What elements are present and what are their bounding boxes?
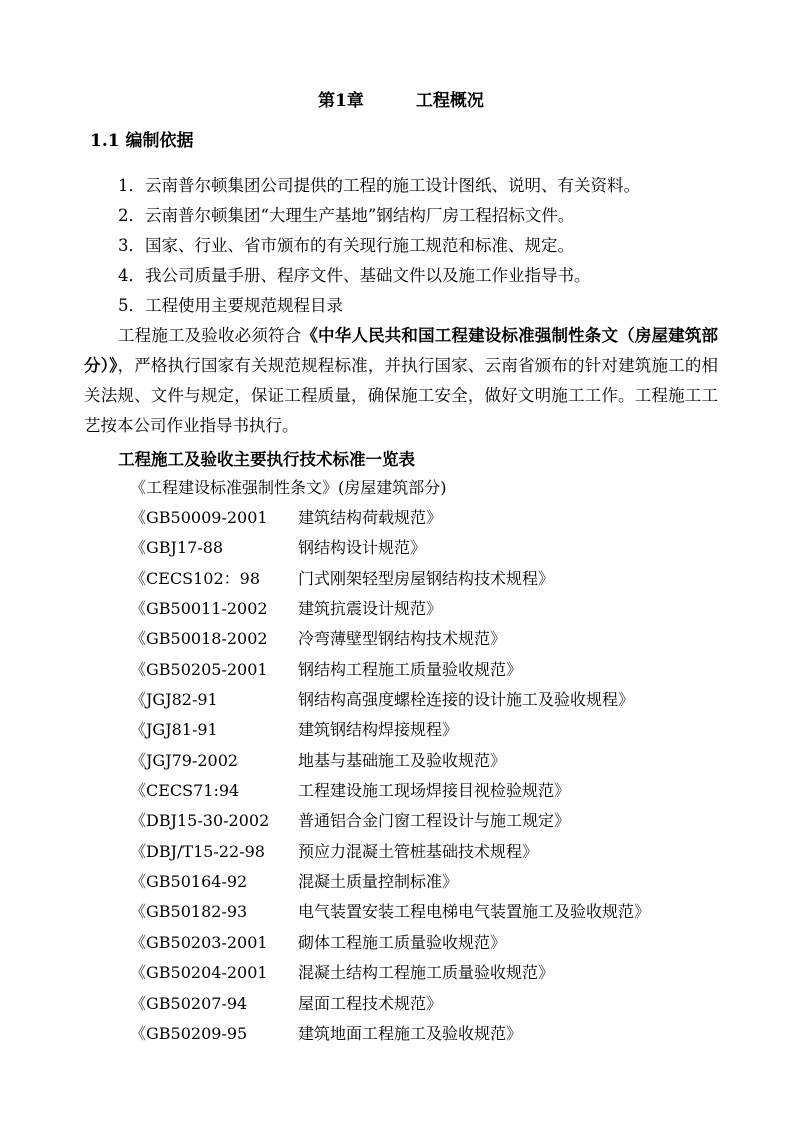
standard-name: 建筑地面工程施工及验收规范》 xyxy=(298,1023,523,1043)
basis-item: 3．国家、行业、省市颁布的有关现行施工规范和标准、规定。 xyxy=(118,236,574,255)
standard-name: 钢结构高强度螺栓连接的设计施工及验收规程》 xyxy=(298,690,635,710)
basis-list xyxy=(118,171,640,321)
standard-code: 《GB50164-92 xyxy=(130,872,248,892)
standard-code: 《GB50203-2001 xyxy=(130,932,268,952)
standard-name: 电气装置安装工程电梯电气装置施工及验收规范》 xyxy=(298,902,651,922)
standard-name: 建筑抗震设计规范》 xyxy=(298,599,443,619)
standard-name: 门式刚架轻型房屋钢结构技术规程》 xyxy=(298,568,555,588)
standard-name: 屋面工程技术规范》 xyxy=(298,993,443,1013)
chapter-number: 第1章 xyxy=(318,91,364,111)
chapter-title xyxy=(318,86,484,111)
standards-intro: 《工程建设标准强制性条文》(房屋建筑部分) xyxy=(130,478,447,497)
basis-item: 1．云南普尔顿集团公司提供的工程的施工设计图纸、说明、有关资料。 xyxy=(118,176,640,195)
standard-code: 《CECS102：98 xyxy=(130,568,261,588)
standard-name: 地基与基础施工及验收规范》 xyxy=(298,750,507,770)
section-heading: 1.1 编制依据 xyxy=(90,131,194,151)
standard-code: 《JGJ82-91 xyxy=(130,690,218,710)
standard-row xyxy=(130,897,650,927)
paragraph-prefix: 工程施工及验收必须符合 xyxy=(118,326,302,345)
standard-name: 工程建设施工现场焊接目视检验规范》 xyxy=(298,781,571,801)
standard-code: 《GB50011-2002 xyxy=(130,599,268,619)
standard-row xyxy=(130,715,650,745)
standard-name: 冷弯薄壁型钢结构技术规范》 xyxy=(298,629,507,649)
basis-item: 5．工程使用主要规范规程目录 xyxy=(118,296,343,315)
standard-code: 《GB50204-2001 xyxy=(130,963,268,983)
standard-code: 《GB50205-2001 xyxy=(130,659,268,679)
standard-row xyxy=(130,564,650,594)
standards-title: 工程施工及验收主要执行技术标准一览表 xyxy=(118,450,415,469)
basis-item: 2．云南普尔顿集团“大理生产基地”钢结构厂房工程招标文件。 xyxy=(118,206,575,225)
standard-name: 预应力混凝土管桩基础技术规程》 xyxy=(298,841,539,861)
standard-row xyxy=(130,746,650,776)
standard-name: 普通铝合金门窗工程设计与施工规定》 xyxy=(298,811,571,831)
standard-row xyxy=(130,958,650,988)
standard-code: 《GB50182-93 xyxy=(130,902,248,922)
standard-code: 《GB50018-2002 xyxy=(130,629,268,649)
standard-row xyxy=(130,806,650,836)
standard-code: 《JGJ81-91 xyxy=(130,720,218,740)
standard-row xyxy=(130,1019,650,1049)
basis-item: 4．我公司质量手册、程序文件、基础文件以及施工作业指导书。 xyxy=(118,266,591,285)
standard-row xyxy=(130,685,650,715)
standard-row xyxy=(130,837,650,867)
standards-list xyxy=(130,503,650,1049)
standard-code: 《GBJ17-88 xyxy=(130,538,224,558)
standard-code: 《GB50009-2001 xyxy=(130,508,268,527)
standard-code: 《DBJ15-30-2002 xyxy=(130,811,270,831)
standard-row xyxy=(130,776,650,806)
standard-name: 砌体工程施工质量验收规范》 xyxy=(298,932,507,952)
standard-code: 《GB50207-94 xyxy=(130,993,248,1013)
standard-row xyxy=(130,867,650,897)
standard-row xyxy=(130,503,650,533)
standard-code: 《DBJ/T15-22-98 xyxy=(130,841,265,861)
standard-name: 建筑结构荷载规范》 xyxy=(298,508,443,527)
standard-name: 钢结构设计规范》 xyxy=(298,538,427,558)
standard-row xyxy=(130,624,650,654)
standard-row xyxy=(130,594,650,624)
standard-row xyxy=(130,928,650,958)
standard-code: 《CECS71:94 xyxy=(130,781,240,801)
standard-name: 混凝土质量控制标准》 xyxy=(298,872,459,892)
compliance-paragraph xyxy=(84,321,718,441)
standard-row xyxy=(130,989,650,1019)
chapter-name: 工程概况 xyxy=(415,91,484,111)
paragraph-bold-title: 《中华人民共和国工程建设标准强制性条文（房屋建筑部分）》 xyxy=(84,326,719,375)
standard-name: 建筑钢结构焊接规程》 xyxy=(298,720,459,740)
standard-row xyxy=(130,533,650,563)
standard-name: 钢结构工程施工质量验收规范》 xyxy=(298,659,523,679)
standard-name: 混凝土结构工程施工质量验收规范》 xyxy=(298,963,555,983)
standard-code: 《GB50209-95 xyxy=(130,1023,248,1043)
standard-code: 《JGJ79-2002 xyxy=(130,750,239,770)
paragraph-suffix: ，严格执行国家有关规范规程标准，并执行国家、云南省颁布的针对建筑施工的相关法规、文件与规定，保证工程质量，确保施工安全，做好文明施工工作。工程施工工艺按本公司作业指导书执行。 xyxy=(84,356,719,435)
standard-row xyxy=(130,655,650,685)
